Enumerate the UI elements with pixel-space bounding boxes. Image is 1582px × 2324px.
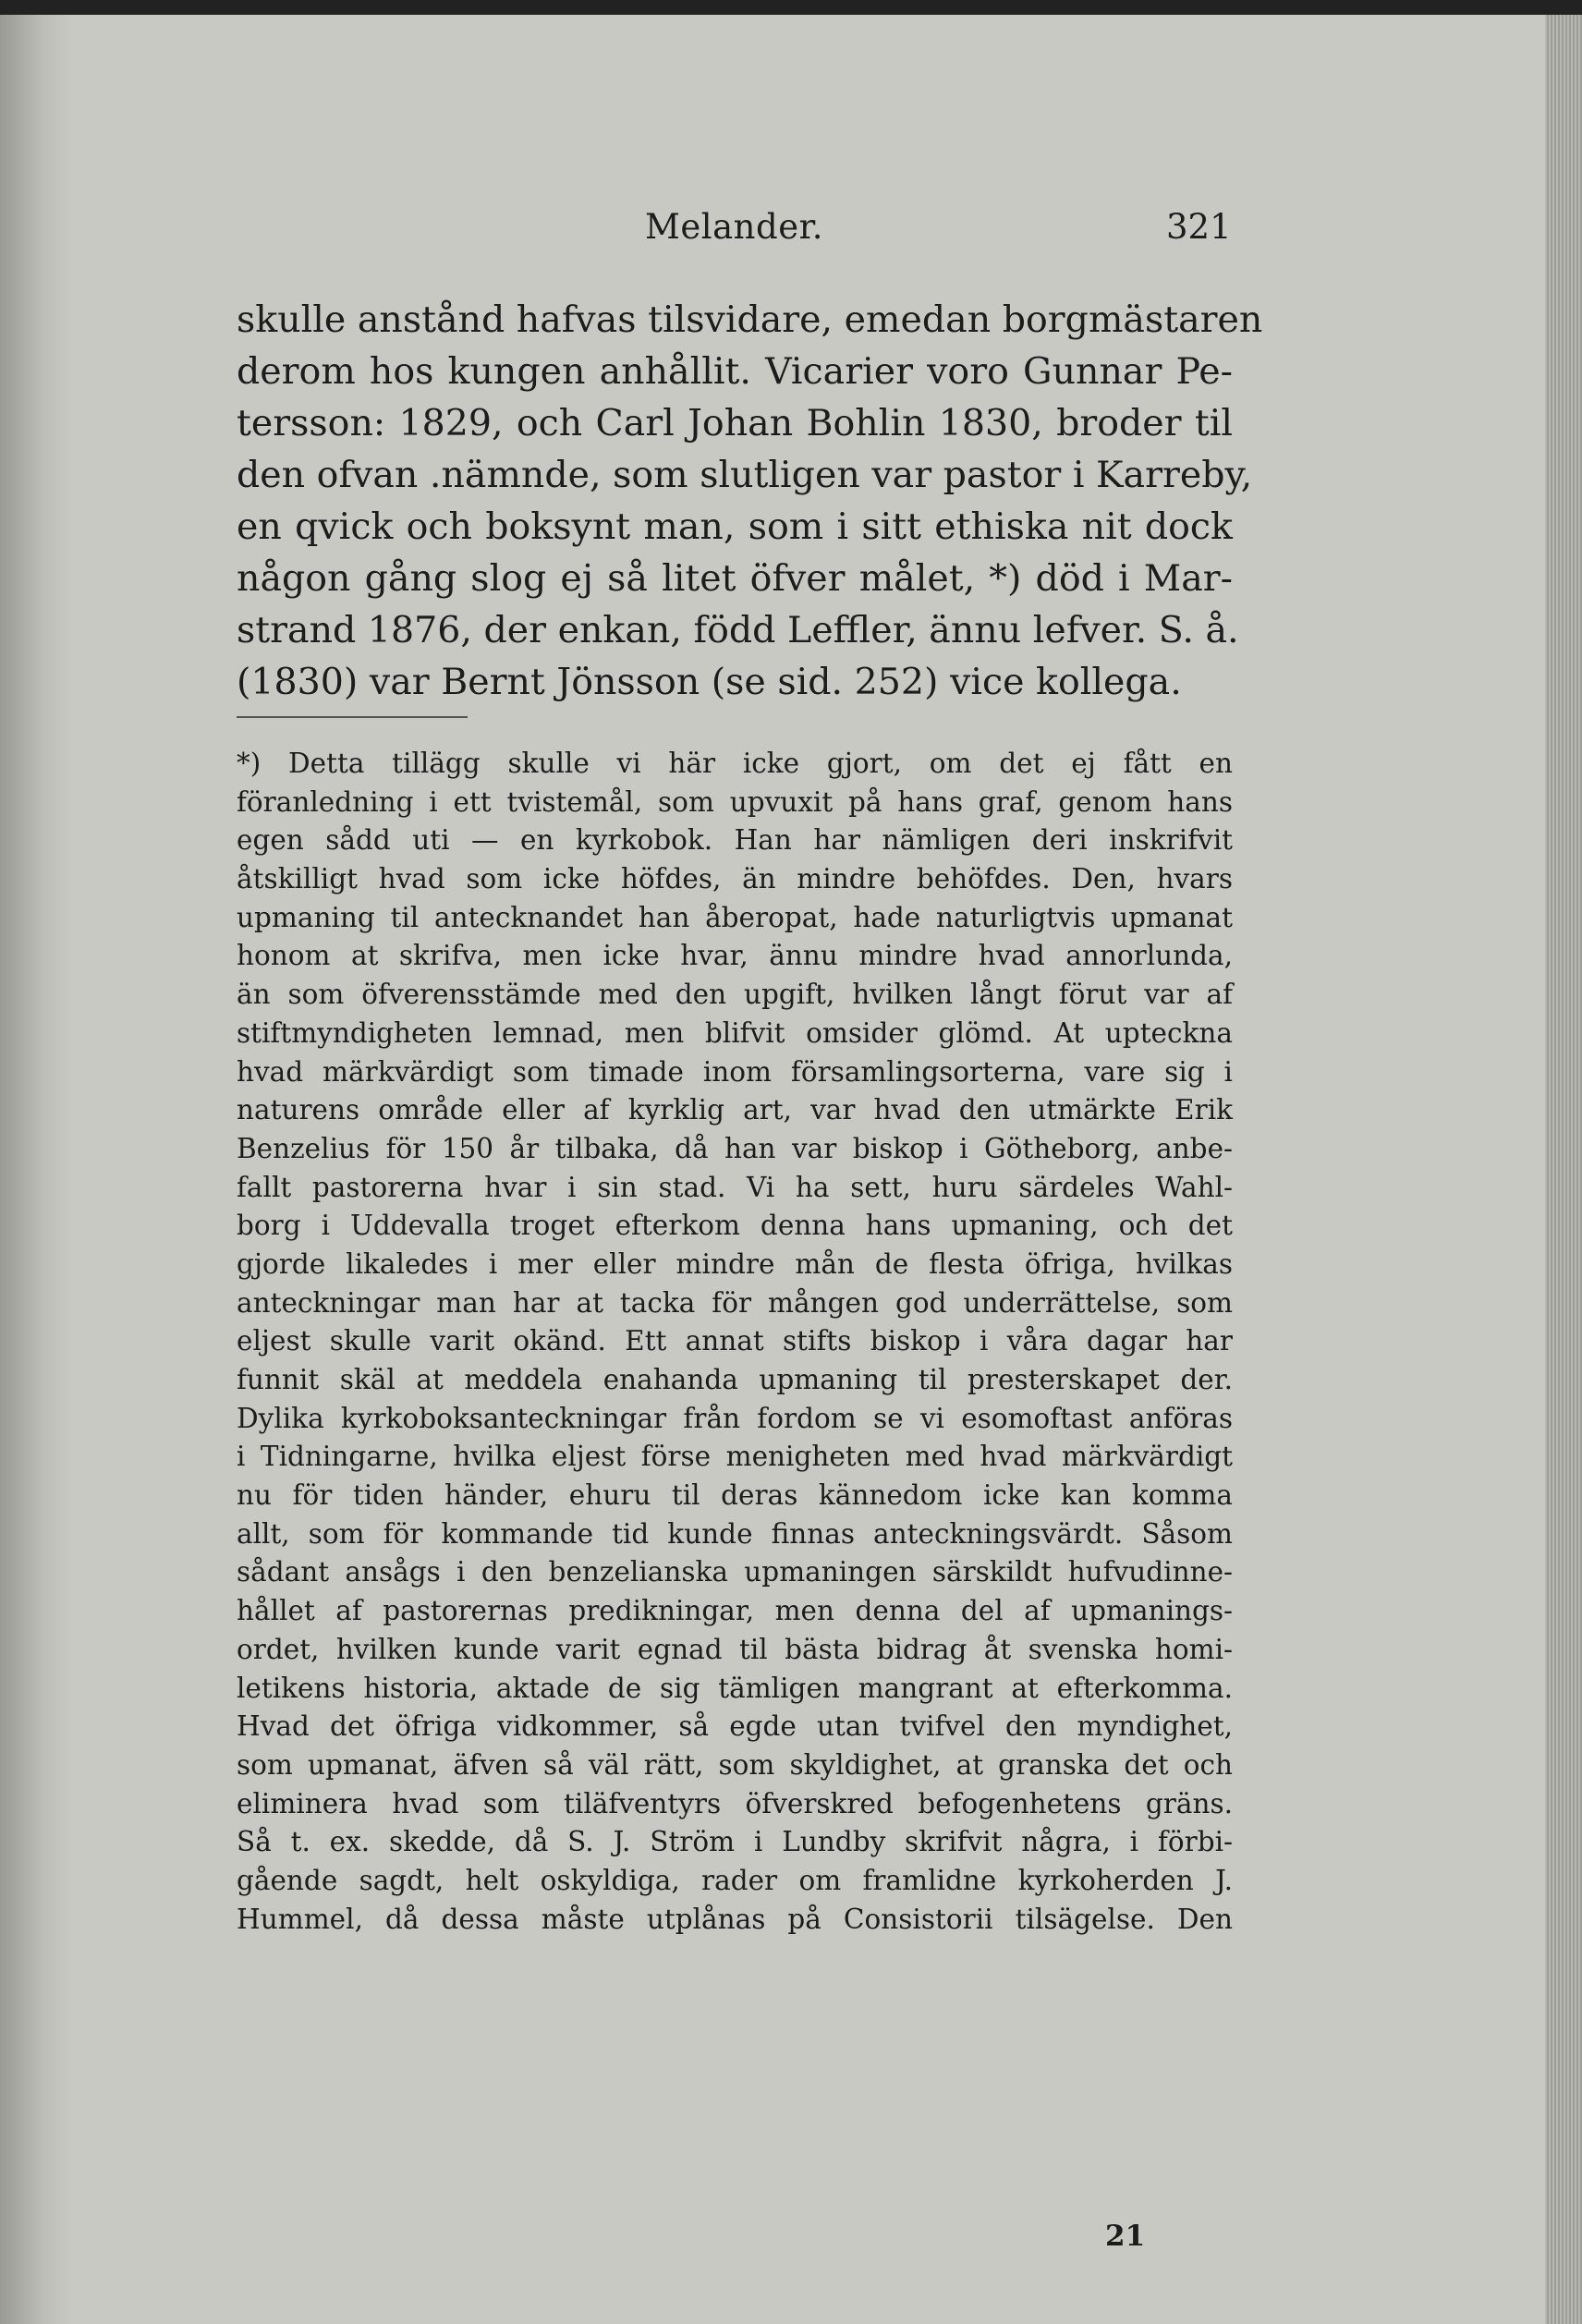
- footnote-line: eliminera hvad som tiläfventyrs öfverskred befogenhetens gräns.: [237, 1787, 1233, 1819]
- text-line: tersson: 1829, och Carl Johan Bohlin 1830, broder til: [237, 402, 1233, 444]
- footnote-line: fallt pastorerna hvar i sin stad. Vi ha sett, huru särdeles Wahl-: [237, 1171, 1233, 1203]
- text-line: derom hos kungen anhållit. Vicarier voro Gunnar Pe-: [237, 350, 1233, 393]
- footnote-line: upmaning til antecknandet han åberopat, hade naturligtvis upmanat: [237, 901, 1233, 933]
- footnote-line: Hvad det öfriga vidkommer, så egde utan tvifvel den myndighet,: [237, 1710, 1233, 1743]
- footnote-line: Så t. ex. skedde, då S. J. Ström i Lundby skrifvit några, i förbi-: [237, 1826, 1233, 1858]
- text-line: (1830) var Bernt Jönsson (se sid. 252) vice kollega.: [237, 661, 1182, 703]
- text-line: någon gång slog ej så litet öfver målet, *) död i Mar-: [237, 557, 1233, 600]
- footnote-line: sådant ansågs i den benzelianska upmaningen särskildt hufvudinne-: [237, 1556, 1233, 1588]
- footnote-line: *) Detta tillägg skulle vi här icke gjort, om det ej fått en: [237, 748, 1233, 779]
- footnote-line: letikens historia, aktade de sig tämligen mangrant at efterkomma.: [237, 1672, 1233, 1704]
- footnote-line: hållet af pastorernas predikningar, men denna del af upmanings-: [237, 1595, 1233, 1627]
- footnote-line: föranledning i ett tvistemål, som upvuxit på hans graf, genom hans: [237, 785, 1233, 818]
- footnote-line: nu för tiden händer, ehuru til deras kännedom icke kan komma: [237, 1479, 1233, 1512]
- footnote-line: anteckningar man har at tacka för mången god underrättelse, som: [237, 1286, 1233, 1319]
- footnote-line: ordet, hvilken kunde varit egnad til bästa bidrag åt svenska homi-: [237, 1633, 1233, 1665]
- footnote-line: honom at skrifva, men icke hvar, ännu mindre hvad annorlunda,: [237, 940, 1233, 972]
- page-edge-stack: [1545, 15, 1582, 2324]
- footnote-line: i Tidningarne, hvilka eljest förse menigheten med hvad märkvärdigt: [237, 1441, 1233, 1473]
- footnote-line: allt, som för kommande tid kunde finnas anteckningsvärdt. Såsom: [237, 1517, 1233, 1550]
- text-line: skulle anstånd hafvas tilsvidare, emedan borgmästaren: [237, 298, 1263, 341]
- main-text: [237, 294, 1263, 708]
- footnote-line: än som öfverensstämde med den upgift, hvilken långt förut var af: [237, 979, 1233, 1011]
- footnote-line: naturens område eller af kyrklig art, var hvad den utmärkte Erik: [237, 1094, 1233, 1126]
- footnote-line: stiftmyndigheten lemnad, men blifvit omsider glömd. At upteckna: [237, 1016, 1233, 1049]
- footnote-line: som upmanat, äfven så väl rätt, som skyldighet, at granska det och: [237, 1748, 1233, 1781]
- footnote-line: funnit skäl at meddela enahanda upmaning til presterskapet der.: [237, 1364, 1233, 1395]
- footnote-line: borg i Uddevalla troget efterkom denna hans upmaning, och det: [237, 1210, 1233, 1242]
- text-line: en qvick och boksynt man, som i sitt ethiska nit dock: [237, 505, 1233, 548]
- footnote-line: eljest skulle varit okänd. Ett annat stifts biskop i våra dagar har: [237, 1325, 1233, 1357]
- text-line: den ofvan .nämnde, som slutligen var pastor i Karreby,: [237, 454, 1253, 496]
- footnote: [237, 745, 1233, 1939]
- footnote-line: Hummel, då dessa måste utplånas på Consistorii tilsägelse. Den: [237, 1903, 1233, 1935]
- footnote-rule: [237, 716, 468, 718]
- running-head: [0, 207, 1582, 253]
- footnote-line: gjorde likaledes i mer eller mindre mån de flesta öfriga, hvilkas: [237, 1247, 1233, 1280]
- footnote-line: gående sagdt, helt oskyldiga, rader om framlidne kyrkoherden J.: [237, 1864, 1233, 1896]
- footnote-line: Dylika kyrkoboksanteckningar från fordom se vi esomoftast anföras: [237, 1402, 1233, 1434]
- footnote-line: Benzelius för 150 år tilbaka, då han var biskop i Götheborg, anbe-: [237, 1132, 1233, 1164]
- scan-top-edge: [0, 0, 1582, 15]
- running-title: Melander.: [645, 207, 823, 247]
- signature-mark: 21: [1105, 2220, 1146, 2253]
- footnote-line: egen sådd uti — en kyrkobok. Han har nämligen deri inskrifvit: [237, 824, 1233, 857]
- footnote-line: hvad märkvärdigt som timade inom församlingsorterna, vare sig i: [237, 1055, 1233, 1088]
- footnote-line: åtskilligt hvad som icke höfdes, än mindre behöfdes. Den, hvars: [237, 863, 1233, 895]
- text-line: strand 1876, der enkan, född Leffler, ännu lefver. S. å.: [237, 609, 1239, 651]
- page-gutter: [0, 15, 72, 2324]
- page-number: 321: [1166, 207, 1232, 247]
